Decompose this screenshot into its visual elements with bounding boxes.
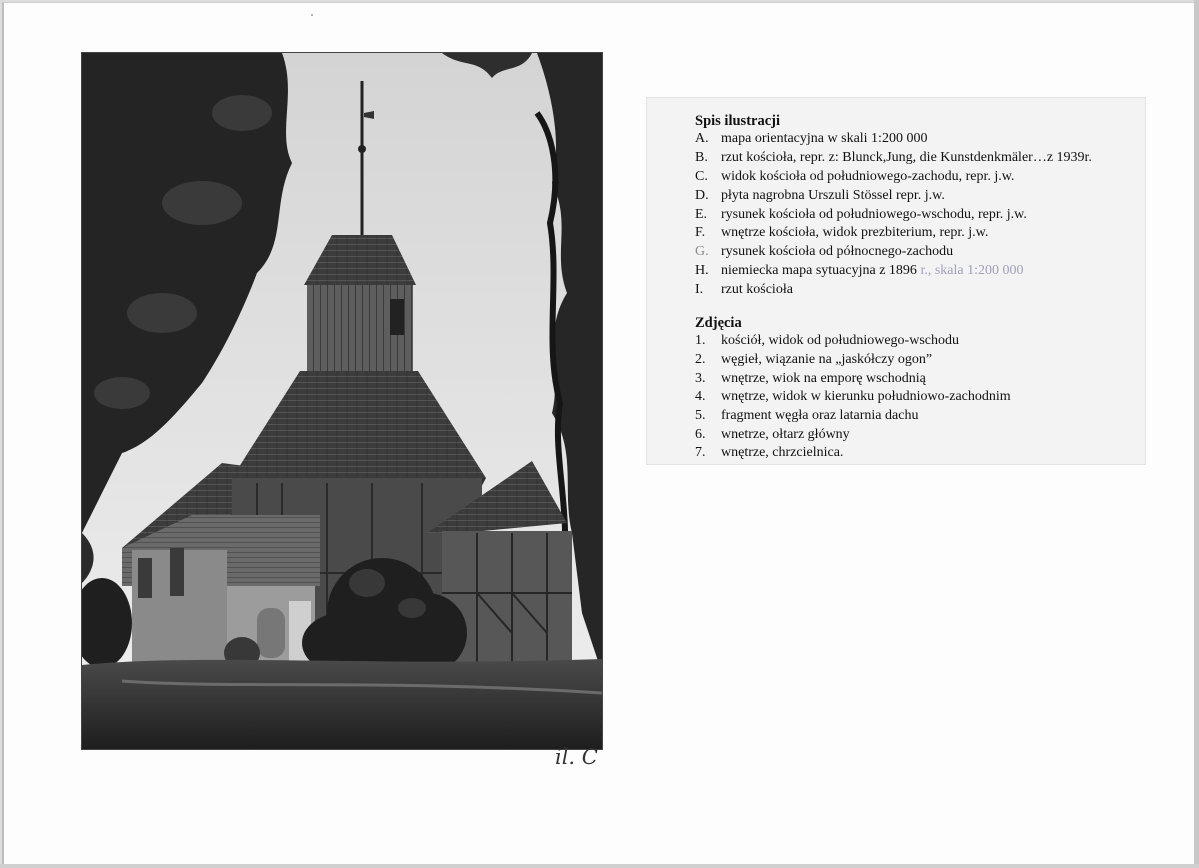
- item-text: płyta nagrobna Urszuli Stössel repr. j.w.: [721, 188, 945, 203]
- list-item-illustration-h: [695, 262, 1023, 281]
- item-text: wnętrze, wiok na emporę wschodnią: [721, 371, 926, 386]
- list-item-photo-6: [695, 426, 850, 445]
- illustration-caption: il. C: [555, 745, 598, 769]
- item-text: rzut kościoła: [721, 282, 793, 297]
- list-item-photo-3: [695, 370, 926, 389]
- item-marker: I.: [695, 282, 704, 297]
- item-marker: C.: [695, 169, 708, 184]
- list-item-illustration-c: [695, 168, 1014, 187]
- scan-speck: [311, 14, 313, 16]
- list-item-illustration-f: [695, 224, 988, 243]
- item-marker: 3.: [695, 371, 706, 386]
- item-text-faded-tail: r., skala 1:200 000: [916, 263, 1024, 278]
- item-text: rysunek kościoła od północnego-zachodu: [721, 244, 954, 259]
- list-item-photo-1: [695, 332, 959, 351]
- scan-edge-bottom: [0, 864, 1199, 868]
- item-marker: E.: [695, 207, 708, 222]
- item-marker: A.: [695, 131, 709, 146]
- scan-edge-right: [1194, 0, 1199, 868]
- illustrations-list-panel: [646, 97, 1146, 465]
- item-marker: G.: [695, 244, 709, 259]
- item-text: kościół, widok od południowego-wschodu: [721, 333, 959, 348]
- church-photograph: [81, 52, 603, 750]
- item-text: wnętrze, widok w kierunku południowo-zachodnim: [721, 389, 1011, 404]
- list-item-photo-2: [695, 351, 932, 370]
- item-text: wnętrze, chrzcielnica.: [721, 445, 844, 460]
- item-marker: 4.: [695, 389, 706, 404]
- item-marker: H.: [695, 263, 709, 278]
- item-text: rysunek kościoła od południowego-wschodu, repr. j.w.: [721, 207, 1027, 222]
- item-marker: 5.: [695, 408, 706, 423]
- item-marker: 6.: [695, 427, 706, 442]
- list-item-illustration-g: [695, 243, 953, 262]
- item-text: wnetrze, ołtarz główny: [721, 427, 850, 442]
- list-item-illustration-b: [695, 149, 1092, 168]
- illustrations-heading: Spis ilustracji: [695, 113, 780, 129]
- item-text: rzut kościoła, repr. z: Blunck,Jung, die Kunstdenkmäler…z 1939r.: [721, 150, 1092, 165]
- list-item-illustration-a: [695, 130, 927, 149]
- list-item-illustration-i: [695, 281, 793, 300]
- list-item-photo-7: [695, 444, 843, 463]
- photos-heading: Zdjęcia: [695, 315, 742, 331]
- list-item-photo-5: [695, 407, 918, 426]
- item-text: węgieł, wiązanie na „jaskółczy ogon”: [721, 352, 933, 367]
- list-item-illustration-d: [695, 187, 945, 206]
- list-item-photo-4: [695, 388, 1011, 407]
- item-marker: F.: [695, 225, 706, 240]
- item-marker: D.: [695, 188, 709, 203]
- list-item-illustration-e: [695, 206, 1027, 225]
- item-text: wnętrze kościoła, widok prezbiterium, repr. j.w.: [721, 225, 989, 240]
- item-marker: 1.: [695, 333, 706, 348]
- item-text: niemiecka mapa sytuacyjna z 1896: [721, 263, 917, 278]
- item-marker: B.: [695, 150, 708, 165]
- item-text: widok kościoła od południowego-zachodu, repr. j.w.: [721, 169, 1015, 184]
- item-marker: 7.: [695, 445, 706, 460]
- item-marker: 2.: [695, 352, 706, 367]
- item-text: fragment węgła oraz latarnia dachu: [721, 408, 919, 423]
- item-text: mapa orientacyjna w skali 1:200 000: [721, 131, 928, 146]
